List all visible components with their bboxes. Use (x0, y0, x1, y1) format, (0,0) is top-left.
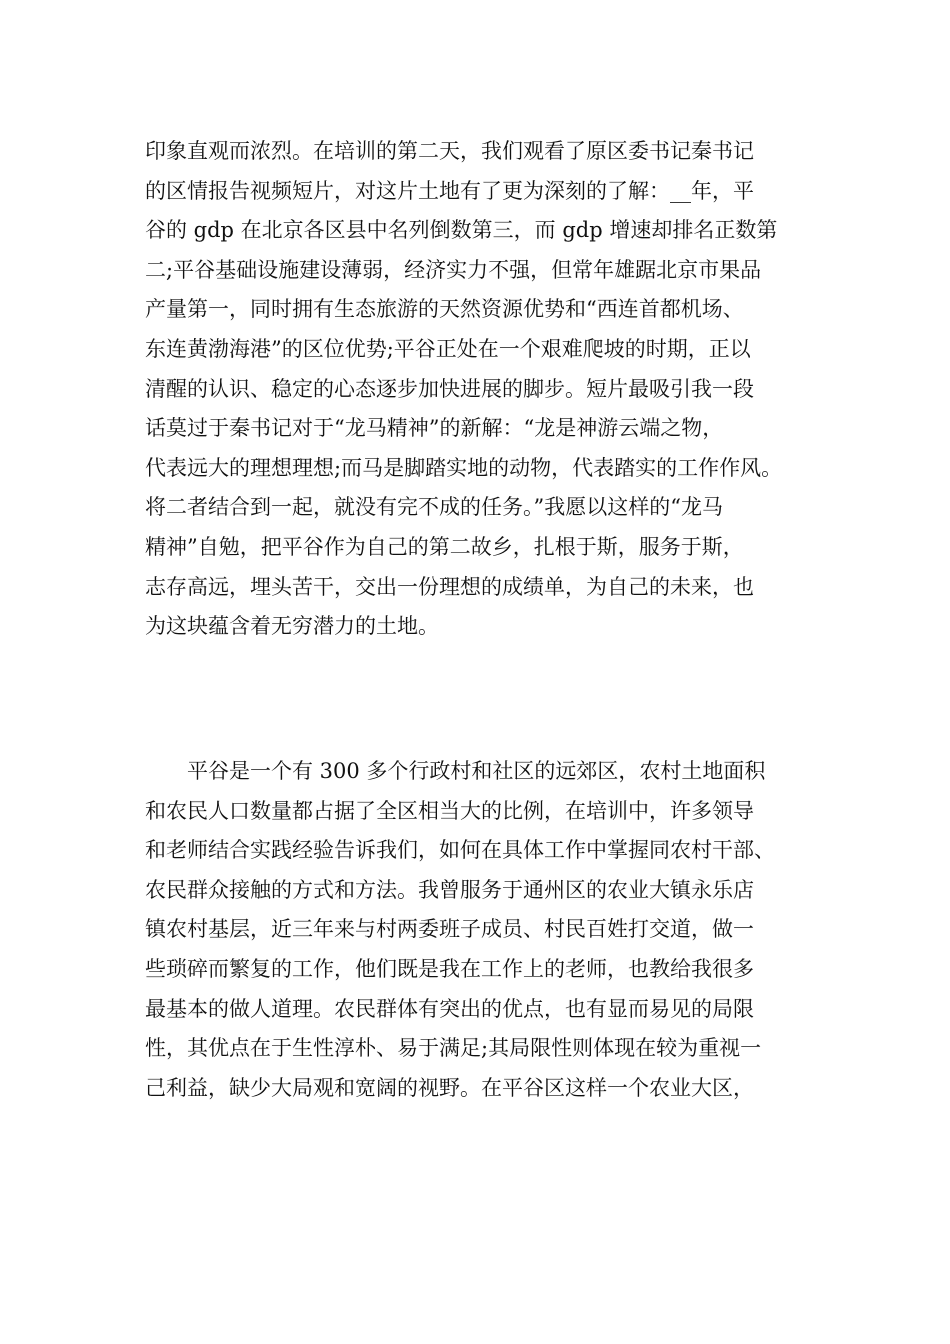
text-line: 精神”自勉，把平谷作为自己的第二故乡，扎根于斯，服务于斯， (145, 534, 744, 559)
text-line: 己利益，缺少大局观和宽阔的视野。在平谷区这样一个农业大区， (145, 1075, 754, 1100)
text-line: 最基本的做人道理。农民群体有突出的优点，也有显而易见的局限 (145, 996, 754, 1021)
text-line: 清醒的认识、稳定的心态逐步加快进展的脚步。短片最吸引我一段 (145, 376, 754, 401)
text-line: 的区情报告视频短片，对这片土地有了更为深刻的了解：__年，平 (145, 178, 754, 203)
text-line: 农民群众接触的方式和方法。我曾服务于通州区的农业大镇永乐店 (145, 877, 754, 902)
text-line: 和老师结合实践经验告诉我们，如何在具体工作中掌握同农村干部、 (145, 838, 775, 863)
text-line: 二;平谷基础设施建设薄弱，经济实力不强，但常年雄踞北京市果品 (145, 257, 762, 282)
text-line: 印象直观而浓烈。在培训的第二天，我们观看了原区委书记秦书记 (145, 139, 754, 163)
text-line: 为这块蕴含着无穷潜力的土地。 (145, 614, 439, 639)
text-line: 将二者结合到一起，就没有完不成的任务。”我愿以这样的“龙马 (145, 495, 723, 520)
text-line: 产量第一，同时拥有生态旅游的天然资源优势和“西连首都机场、 (145, 297, 744, 322)
text-line: 话莫过于秦书记对于“龙马精神”的新解：“龙是神游云端之物， (145, 416, 724, 441)
text-line: 志存高远，埋头苦干，交出一份理想的成绩单，为自己的未来，也 (145, 574, 754, 599)
text-line: 性，其优点在于生性淳朴、易于满足;其局限性则体现在较为重视一 (145, 1036, 762, 1061)
text-line: 代表远大的理想理想;而马是脚踏实地的动物，代表踏实的工作作风。 (145, 455, 783, 480)
text-line: 平谷是一个有 300 多个行政村和社区的远郊区，农村土地面积 (145, 759, 766, 783)
text-line: 谷的 gdp 在北京各区县中名列倒数第三，而 gdp 增速却排名正数第 (145, 218, 778, 243)
text-line: 和农民人口数量都占据了全区相当大的比例，在培训中，许多领导 (145, 798, 754, 823)
text-line: 东连黄渤海港”的区位优势;平谷正处在一个艰难爬坡的时期，正以 (145, 336, 751, 361)
paragraph (145, 752, 810, 1108)
text-line: 镇农村基层，近三年来与村两委班子成员、村民百姓打交道，做一 (145, 917, 754, 942)
paragraph (145, 132, 810, 647)
text-line: 些琐碎而繁复的工作，他们既是我在工作上的老师，也教给我很多 (145, 956, 754, 981)
